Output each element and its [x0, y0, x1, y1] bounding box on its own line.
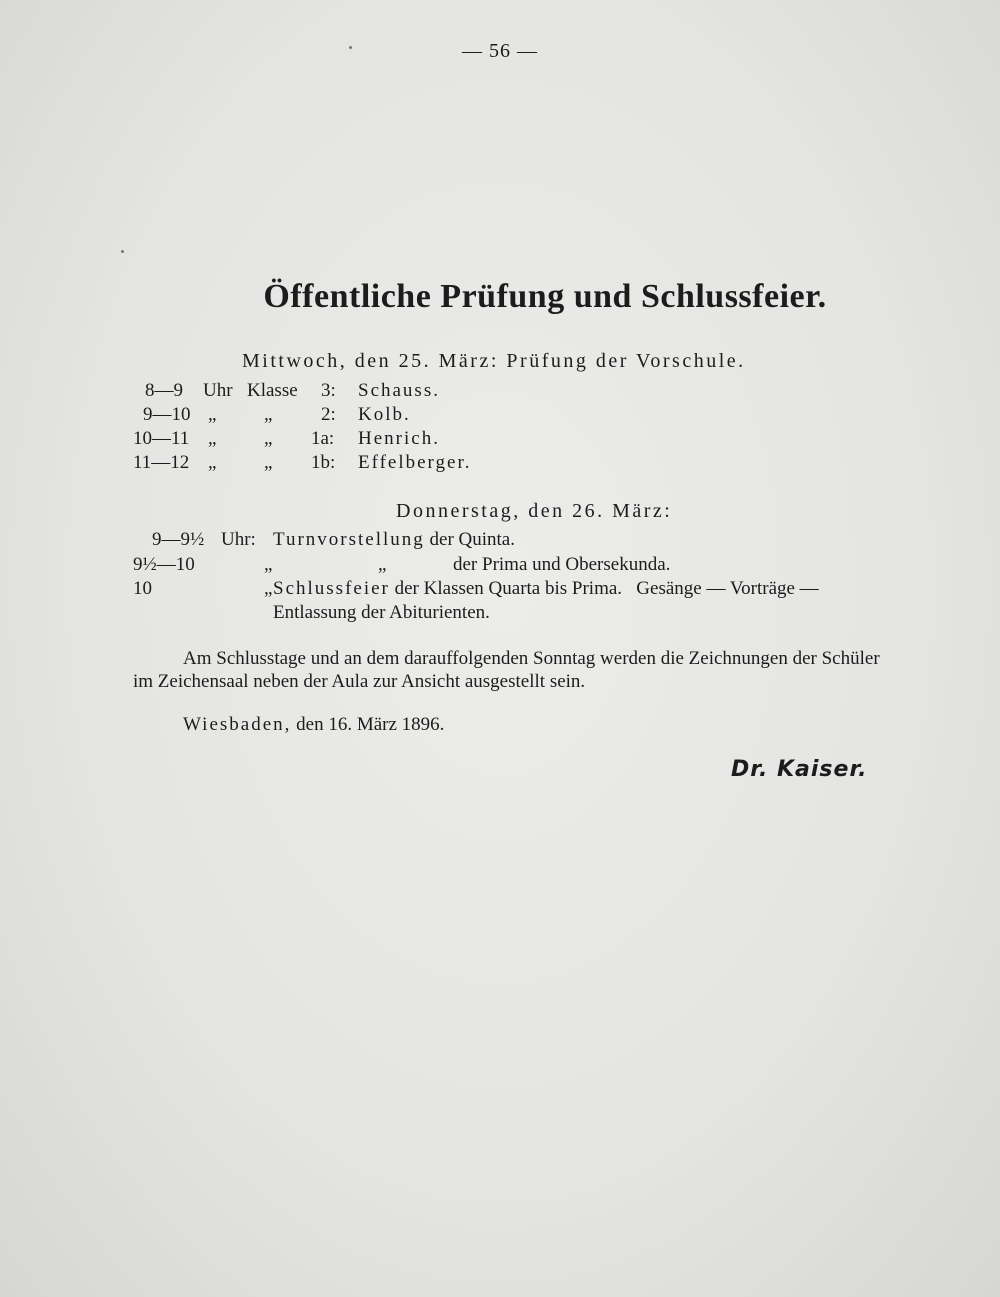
event-detail: der Klassen Quarta bis Prima. Gesänge — Vorträge — — [394, 578, 819, 599]
ditto: „ — [378, 554, 387, 575]
event — [273, 529, 515, 551]
time: 10 — [133, 578, 152, 599]
teacher-name: Schauss. — [358, 380, 440, 401]
label: Klasse — [247, 380, 298, 401]
event-name: Schlussfeier — [273, 578, 390, 599]
unit: Uhr — [203, 380, 233, 401]
note-line: im Zeichensaal neben der Aula zur Ansicht ausgestellt sein. — [133, 671, 586, 692]
ditto: „ — [208, 404, 217, 425]
time: 9—10 — [143, 404, 191, 425]
teacher-name: Effelberger. — [358, 452, 472, 473]
time: 8—9 — [145, 380, 183, 401]
ditto: „ — [264, 404, 273, 425]
event-name: Turnvorstellung — [273, 529, 425, 550]
time: 11—12 — [133, 452, 190, 473]
class-number: 3: — [321, 380, 336, 401]
event-detail: der Prima und Obersekunda. — [453, 554, 671, 575]
time: 10—11 — [133, 428, 190, 449]
ditto: „ — [208, 428, 217, 449]
event-continuation: Entlassung der Abiturienten. — [273, 602, 490, 623]
specks — [121, 250, 124, 253]
ditto: „ — [264, 452, 273, 473]
ditto: „ — [264, 428, 273, 449]
ditto: „ — [208, 452, 217, 473]
ditto: „ — [264, 578, 273, 599]
place: Wiesbaden, — [183, 714, 292, 735]
date: den 16. März 1896. — [296, 714, 445, 735]
note-line: Am Schlusstage und an dem darauffolgenden Sonntag werden die Zeichnungen der Schüler — [183, 648, 880, 669]
class-number: 1b: — [311, 452, 336, 473]
ditto: „ — [264, 554, 273, 575]
time: 9½—10 — [133, 554, 195, 575]
teacher-name: Henrich. — [358, 428, 440, 449]
page-title: Öffentliche Prüfung und Schlussfeier. — [263, 278, 827, 315]
signature: Dr. Kaiser. — [731, 757, 868, 782]
teacher-name: Kolb. — [358, 404, 411, 425]
event — [273, 578, 819, 600]
unit: Uhr: — [221, 529, 256, 550]
time: 9—9½ — [152, 529, 205, 550]
thursday-heading: Donnerstag, den 26. März: — [396, 500, 673, 522]
class-number: 1a: — [311, 428, 335, 449]
event-detail: der Quinta. — [429, 529, 515, 550]
place-date — [183, 714, 444, 736]
page-number: — 56 — — [462, 40, 538, 62]
wednesday-heading: Mittwoch, den 25. März: Prüfung der Vorschule. — [242, 350, 746, 372]
class-number: 2: — [321, 404, 336, 425]
